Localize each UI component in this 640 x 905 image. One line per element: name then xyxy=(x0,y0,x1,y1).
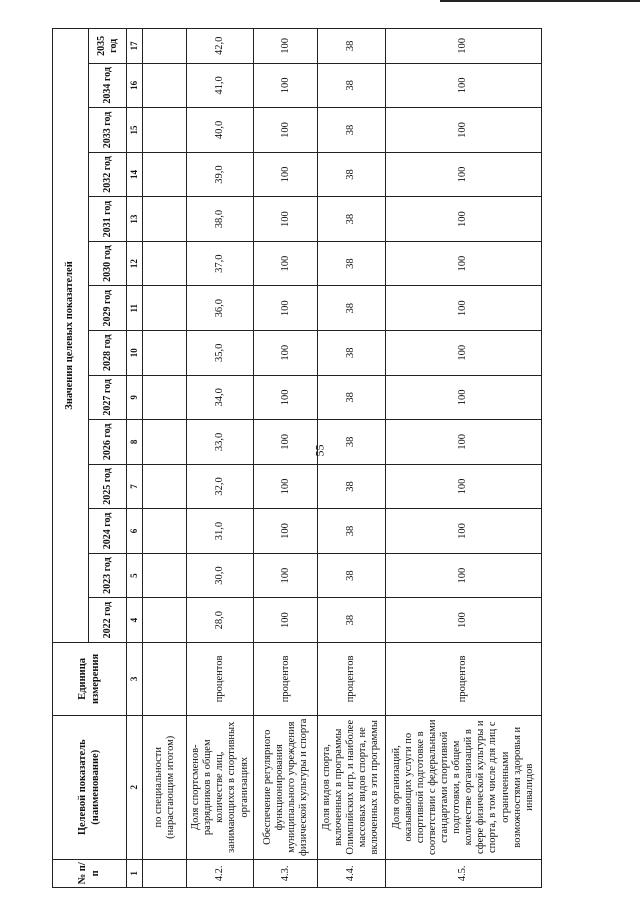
value-cell: 100 xyxy=(254,330,317,375)
value-cell: 100 xyxy=(254,598,317,643)
value-cell: 38 xyxy=(317,197,385,242)
top-rule xyxy=(440,0,640,2)
indicator-name: Обеспечение регулярного функционирования муниципального учреждения физической культуры и спорта xyxy=(254,715,317,859)
unit-cell: процентов xyxy=(187,642,254,715)
column-number: 12 xyxy=(127,241,143,286)
value-cell: 38,0 xyxy=(187,197,254,242)
value-cell: 100 xyxy=(385,108,541,153)
value-cell: 38 xyxy=(317,553,385,598)
header-values-group: Значения целевых показателей xyxy=(53,29,89,643)
unit-cell: процентов xyxy=(317,642,385,715)
year-header: 2030 год xyxy=(89,241,127,286)
value-cell xyxy=(143,63,187,108)
unit-cell: процентов xyxy=(385,642,541,715)
year-header: 2027 год xyxy=(89,375,127,420)
value-cell xyxy=(143,553,187,598)
rotated-table-wrapper xyxy=(52,28,542,888)
value-cell: 38 xyxy=(317,241,385,286)
column-number: 6 xyxy=(127,509,143,554)
indicator-name: Доля спортсменов-разрядников в общем количестве лиц, занимающихся в спортивных организациях xyxy=(187,715,254,859)
value-cell: 38 xyxy=(317,108,385,153)
year-header: 2029 год xyxy=(89,286,127,331)
year-header: 2032 год xyxy=(89,152,127,197)
header-no: № п/п xyxy=(53,859,127,887)
value-cell: 100 xyxy=(254,152,317,197)
row-number: 4.5. xyxy=(385,859,541,887)
value-cell: 33,0 xyxy=(187,420,254,465)
table-row xyxy=(143,29,187,888)
value-cell: 100 xyxy=(385,330,541,375)
indicator-name: Доля видов спорта, включенных в программы Олимпийских игр, и наиболее массовых видов спорта, не включенных в эти программы xyxy=(317,715,385,859)
column-number: 13 xyxy=(127,197,143,242)
value-cell xyxy=(143,330,187,375)
value-cell: 100 xyxy=(254,241,317,286)
column-number: 5 xyxy=(127,553,143,598)
column-number-row xyxy=(127,29,143,888)
value-cell: 100 xyxy=(385,553,541,598)
value-cell xyxy=(143,241,187,286)
column-number: 7 xyxy=(127,464,143,509)
year-header: 2031 год xyxy=(89,197,127,242)
row-number: 4.4. xyxy=(317,859,385,887)
page-number: 55 xyxy=(312,444,327,457)
value-cell: 100 xyxy=(385,63,541,108)
indicator-name: Доля организаций, оказывающих услуги по спортивной подготовке в соответствии с федеральными стандартами спортивной подготовки, в общем количестве организаций в сфере физической культуры и спорта, в том числе для лиц с ограниченными возможностями здоровья и инвалидов xyxy=(385,715,541,859)
value-cell xyxy=(143,152,187,197)
table-body xyxy=(143,29,542,888)
value-cell: 34,0 xyxy=(187,375,254,420)
value-cell: 38 xyxy=(317,330,385,375)
value-cell xyxy=(143,598,187,643)
value-cell xyxy=(143,509,187,554)
column-number: 1 xyxy=(127,859,143,887)
value-cell: 100 xyxy=(385,29,541,64)
value-cell: 100 xyxy=(254,108,317,153)
value-cell: 100 xyxy=(254,464,317,509)
value-cell: 38 xyxy=(317,598,385,643)
value-cell: 100 xyxy=(385,286,541,331)
column-number: 14 xyxy=(127,152,143,197)
value-cell xyxy=(143,108,187,153)
column-number: 3 xyxy=(127,642,143,715)
value-cell xyxy=(143,197,187,242)
table-row xyxy=(254,29,317,888)
value-cell: 38 xyxy=(317,63,385,108)
unit-cell xyxy=(143,642,187,715)
value-cell: 100 xyxy=(385,420,541,465)
header-unit: Единица измерения xyxy=(53,642,127,715)
value-cell xyxy=(143,286,187,331)
value-cell xyxy=(143,420,187,465)
column-number: 4 xyxy=(127,598,143,643)
table-row xyxy=(317,29,385,888)
value-cell: 100 xyxy=(254,286,317,331)
value-cell: 42,0 xyxy=(187,29,254,64)
value-cell: 38 xyxy=(317,29,385,64)
column-number: 11 xyxy=(127,286,143,331)
value-cell: 36,0 xyxy=(187,286,254,331)
column-number: 17 xyxy=(127,29,143,64)
row-number: 4.3. xyxy=(254,859,317,887)
year-header: 2025 год xyxy=(89,464,127,509)
value-cell: 100 xyxy=(254,420,317,465)
table-row xyxy=(187,29,254,888)
value-cell xyxy=(143,29,187,64)
column-number: 2 xyxy=(127,715,143,859)
value-cell: 38 xyxy=(317,286,385,331)
value-cell: 38 xyxy=(317,420,385,465)
value-cell: 40,0 xyxy=(187,108,254,153)
value-cell: 30,0 xyxy=(187,553,254,598)
year-header: 2023 год xyxy=(89,553,127,598)
value-cell: 100 xyxy=(385,509,541,554)
value-cell: 39,0 xyxy=(187,152,254,197)
value-cell: 100 xyxy=(385,152,541,197)
table-row xyxy=(385,29,541,888)
value-cell: 100 xyxy=(254,197,317,242)
value-cell: 100 xyxy=(254,509,317,554)
row-number xyxy=(143,859,187,887)
value-cell: 100 xyxy=(254,63,317,108)
column-number: 16 xyxy=(127,63,143,108)
value-cell xyxy=(143,464,187,509)
value-cell: 100 xyxy=(385,375,541,420)
column-number: 8 xyxy=(127,420,143,465)
column-number: 15 xyxy=(127,108,143,153)
value-cell: 37,0 xyxy=(187,241,254,286)
value-cell: 41,0 xyxy=(187,63,254,108)
value-cell: 35,0 xyxy=(187,330,254,375)
indicators-table xyxy=(52,28,542,888)
value-cell xyxy=(143,375,187,420)
value-cell: 100 xyxy=(385,598,541,643)
value-cell: 100 xyxy=(385,241,541,286)
year-header: 2035 год xyxy=(89,29,127,64)
value-cell: 100 xyxy=(385,464,541,509)
column-number: 9 xyxy=(127,375,143,420)
column-number: 10 xyxy=(127,330,143,375)
row-number: 4.2. xyxy=(187,859,254,887)
value-cell: 38 xyxy=(317,152,385,197)
value-cell: 100 xyxy=(254,375,317,420)
value-cell: 100 xyxy=(254,553,317,598)
year-header: 2022 год xyxy=(89,598,127,643)
year-header: 2033 год xyxy=(89,108,127,153)
value-cell: 38 xyxy=(317,375,385,420)
year-header: 2026 год xyxy=(89,420,127,465)
year-header: 2024 год xyxy=(89,509,127,554)
indicator-name: по специальности (нарастающим итогом) xyxy=(143,715,187,859)
value-cell: 100 xyxy=(385,197,541,242)
value-cell: 31,0 xyxy=(187,509,254,554)
unit-cell: процентов xyxy=(254,642,317,715)
value-cell: 100 xyxy=(254,29,317,64)
year-header: 2028 год xyxy=(89,330,127,375)
value-cell: 32,0 xyxy=(187,464,254,509)
header-indicator: Целевой показатель (наименование) xyxy=(53,715,127,859)
value-cell: 28,0 xyxy=(187,598,254,643)
year-header: 2034 год xyxy=(89,63,127,108)
value-cell: 38 xyxy=(317,464,385,509)
value-cell: 38 xyxy=(317,509,385,554)
